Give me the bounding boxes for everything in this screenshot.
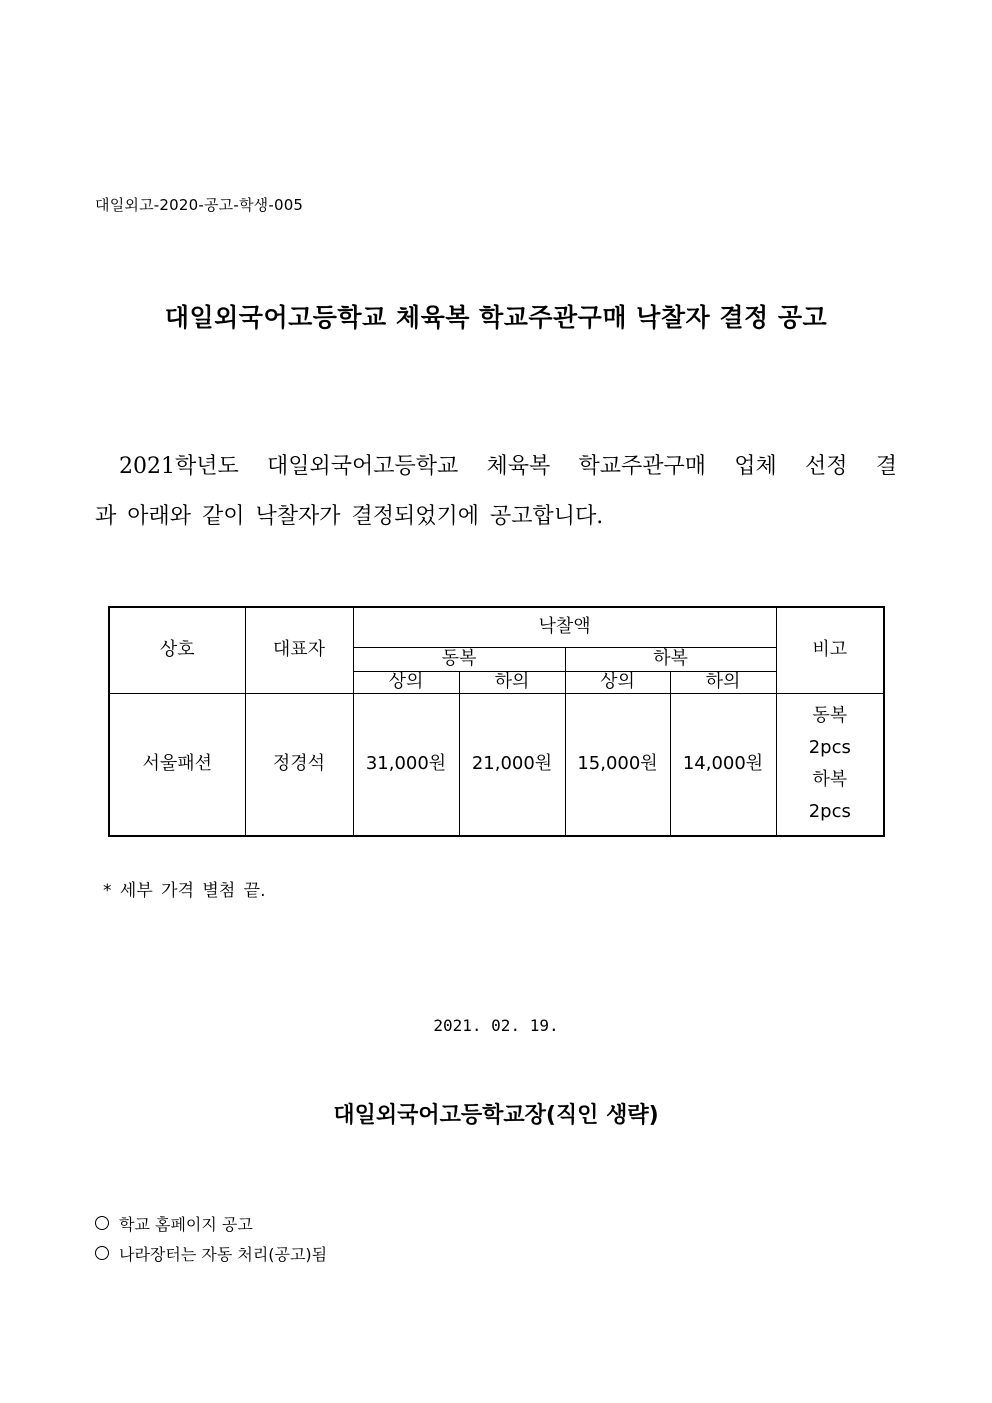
note-line: 하복	[812, 769, 848, 791]
footnote: * 세부 가격 별첨 끝.	[103, 881, 266, 901]
cell-winter-top: 31,000원	[353, 693, 459, 836]
cell-summer-top: 15,000원	[565, 693, 670, 836]
header-note: 비고	[776, 607, 884, 693]
header-bid-amount: 낙찰액	[353, 607, 776, 647]
bid-result-table	[108, 606, 885, 837]
header-winter-top: 상의	[353, 671, 459, 693]
list-item	[95, 1208, 327, 1238]
header-winter-bottom: 하의	[459, 671, 565, 693]
header-winter: 동복	[353, 647, 565, 671]
notice-text: 나라장터는 자동 처리(공고)됨	[119, 1244, 328, 1264]
list-item	[95, 1238, 327, 1268]
notice-text: 학교 홈페이지 공고	[119, 1214, 253, 1234]
header-company: 상호	[109, 607, 245, 693]
body-text-line-2: 과 아래와 같이 낙찰자가 결정되었기에 공고합니다.	[95, 504, 604, 529]
cell-company: 서울패션	[109, 693, 245, 836]
circle-bullet-icon	[95, 1216, 109, 1230]
cell-representative: 정경석	[245, 693, 353, 836]
page-title: 대일외국어고등학교 체육복 학교주관구매 낙찰자 결정 공고	[164, 303, 828, 332]
cell-winter-bottom: 21,000원	[459, 693, 565, 836]
header-summer: 하복	[565, 647, 776, 671]
table-row	[109, 693, 884, 836]
notice-list	[95, 1208, 327, 1268]
announcement-date: 2021. 02. 19.	[433, 1016, 559, 1035]
cell-note	[776, 693, 884, 836]
header-summer-top: 상의	[565, 671, 670, 693]
cell-summer-bottom: 14,000원	[670, 693, 776, 836]
header-summer-bottom: 하의	[670, 671, 776, 693]
note-line: 2pcs	[808, 801, 851, 823]
note-line: 2pcs	[808, 737, 851, 759]
circle-bullet-icon	[95, 1246, 109, 1260]
note-line: 동복	[812, 705, 848, 727]
document-number: 대일외고-2020-공고-학생-005	[95, 196, 304, 214]
signer: 대일외국어고등학교장(직인 생략)	[333, 1103, 659, 1128]
header-representative: 대표자	[245, 607, 353, 693]
body-text-line-1: 2021학년도 대일외국어고등학교 체육복 학교주관구매 업체 선정 결	[119, 454, 897, 479]
